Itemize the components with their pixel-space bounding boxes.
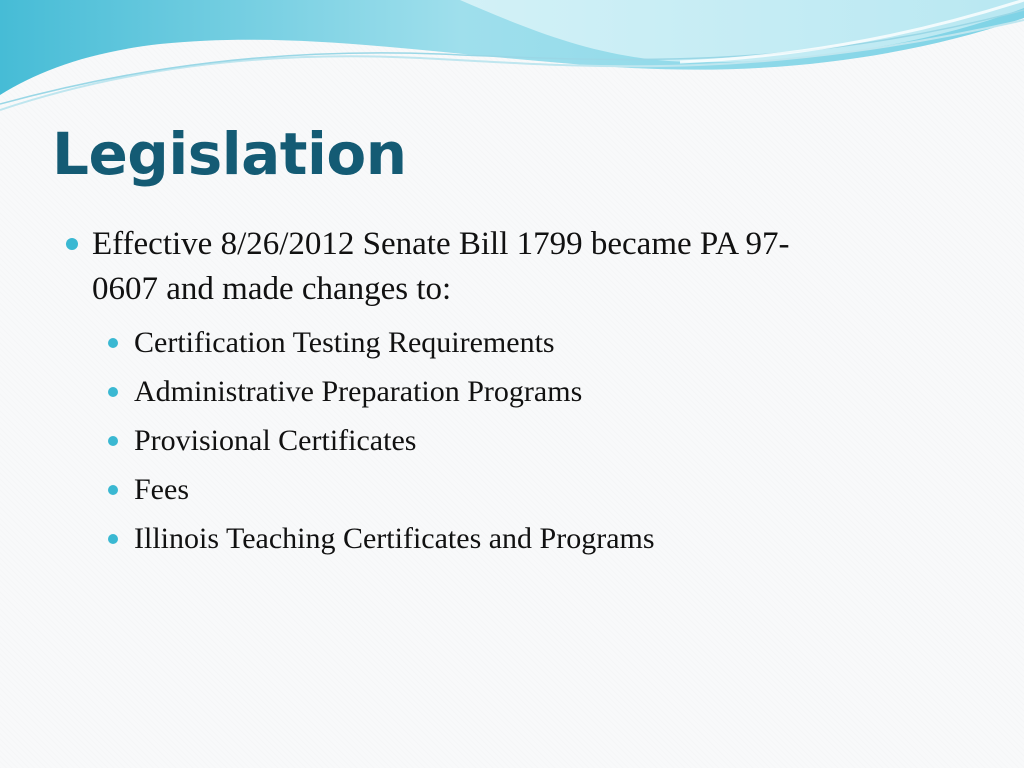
bullet-dot-icon: [108, 485, 118, 495]
sub-bullet-text: Administrative Preparation Programs: [134, 375, 583, 408]
bullet-dot-icon: [108, 338, 118, 348]
sub-bullet-item: [108, 416, 942, 465]
sub-bullet-item: [108, 367, 942, 416]
sub-bullet-list: [62, 318, 942, 563]
bullet-dot-icon: [108, 436, 118, 446]
bullet-dot-icon: [66, 238, 78, 250]
sub-bullet-item: [108, 514, 942, 563]
main-bullet-line-2: 0607 and made changes to:: [92, 271, 452, 307]
sub-bullet-text: Certification Testing Requirements: [134, 326, 555, 359]
sub-bullet-text: Illinois Teaching Certificates and Programs: [134, 522, 655, 555]
sub-bullet-text: Provisional Certificates: [134, 424, 417, 457]
main-bullet-line-1: Effective 8/26/2012 Senate Bill 1799 became PA 97-: [92, 226, 790, 262]
sub-bullet-item: [108, 465, 942, 514]
slide-content: [62, 222, 942, 563]
sub-bullet-text: Fees: [134, 473, 189, 506]
sub-bullet-item: [108, 318, 942, 367]
slide-title: Legislation: [52, 120, 407, 188]
bullet-dot-icon: [108, 534, 118, 544]
header-wave-decoration: [0, 0, 1024, 130]
bullet-dot-icon: [108, 387, 118, 397]
main-bullet: [62, 222, 942, 312]
